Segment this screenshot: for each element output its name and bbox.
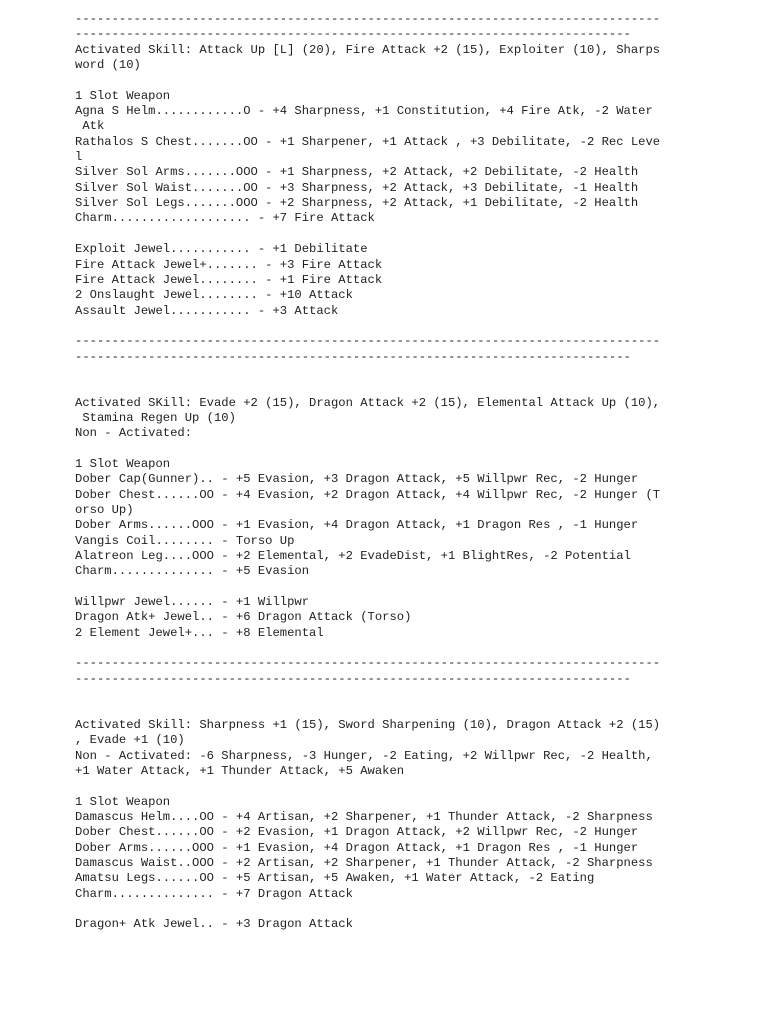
text-line: +1 Water Attack, +1 Thunder Attack, +5 Awaken	[75, 763, 405, 778]
text-line: Agna S Helm............O - +4 Sharpness, +1 Constitution, +4 Fire Atk, -2 Water	[75, 104, 653, 119]
text-line: Atk	[75, 119, 105, 134]
text-line: Dragon Atk+ Jewel.. - +6 Dragon Attack (Torso)	[75, 610, 412, 625]
text-line: Dober Cap(Gunner).. - +5 Evasion, +3 Dragon Attack, +5 Willpwr Rec, -2 Hunger	[75, 472, 639, 487]
blank-line	[75, 365, 675, 380]
text-line: Assault Jewel........... - +3 Attack	[75, 303, 339, 318]
text-line: 2 Element Jewel+... - +8 Elemental	[75, 625, 324, 640]
text-line: Exploit Jewel........... - +1 Debilitate	[75, 242, 368, 257]
blank-line	[75, 779, 675, 794]
separator-line: ----------------------------------------------------------------------------	[75, 27, 631, 42]
text-line: Amatsu Legs......OO - +5 Artisan, +5 Awaken, +1 Water Attack, -2 Eating	[75, 871, 595, 886]
text-line: Non - Activated: -6 Sharpness, -3 Hunger, -2 Eating, +2 Willpwr Rec, -2 Health,	[75, 748, 653, 763]
text-line: Activated SKill: Evade +2 (15), Dragon Attack +2 (15), Elemental Attack Up (10),	[75, 395, 661, 410]
text-line: Silver Sol Waist.......OO - +3 Sharpness, +2 Attack, +3 Debilitate, -1 Health	[75, 180, 639, 195]
blank-line	[75, 227, 675, 242]
text-line: Silver Sol Legs.......OOO - +2 Sharpness, +2 Attack, +1 Debilitate, -2 Health	[75, 196, 639, 211]
text-line: Dragon+ Atk Jewel.. - +3 Dragon Attack	[75, 917, 353, 932]
document-text	[75, 12, 675, 933]
blank-line	[75, 580, 675, 595]
text-line: Dober Arms......OOO - +1 Evasion, +4 Dragon Attack, +1 Dragon Res , -1 Hunger	[75, 840, 639, 855]
separator-line: --------------------------------------------------------------------------------	[75, 656, 661, 671]
text-line: 1 Slot Weapon	[75, 456, 171, 471]
text-line: Alatreon Leg....OOO - +2 Elemental, +2 EvadeDist, +1 BlightRes, -2 Potential	[75, 549, 631, 564]
text-line: Damascus Helm....OO - +4 Artisan, +2 Sharpener, +1 Thunder Attack, -2 Sharpness	[75, 809, 653, 824]
separator-line: ----------------------------------------------------------------------------	[75, 671, 631, 686]
blank-line	[75, 702, 675, 717]
text-line: Charm.............. - +5 Evasion	[75, 564, 310, 579]
text-line: Rathalos S Chest.......OO - +1 Sharpener, +1 Attack , +3 Debilitate, -2 Rec Leve	[75, 134, 661, 149]
text-line: , Evade +1 (10)	[75, 733, 185, 748]
text-line: 1 Slot Weapon	[75, 88, 171, 103]
text-line: Charm.............. - +7 Dragon Attack	[75, 886, 353, 901]
text-line: l	[75, 150, 83, 165]
text-line: 1 Slot Weapon	[75, 794, 171, 809]
text-line: 2 Onslaught Jewel........ - +10 Attack	[75, 288, 353, 303]
text-line: Dober Chest......OO - +2 Evasion, +1 Dragon Attack, +2 Willpwr Rec, -2 Hunger	[75, 825, 639, 840]
text-line: Dober Chest......OO - +4 Evasion, +2 Dragon Attack, +4 Willpwr Rec, -2 Hunger (T	[75, 487, 661, 502]
text-line: Vangis Coil........ - Torso Up	[75, 533, 295, 548]
text-line: Activated Skill: Attack Up [L] (20), Fire Attack +2 (15), Exploiter (10), Sharps	[75, 42, 661, 57]
blank-line	[75, 687, 675, 702]
blank-line	[75, 380, 675, 395]
text-line: Dober Arms......OOO - +1 Evasion, +4 Dragon Attack, +1 Dragon Res , -1 Hunger	[75, 518, 639, 533]
blank-line	[75, 902, 675, 917]
blank-line	[75, 73, 675, 88]
text-line: Damascus Waist..OOO - +2 Artisan, +2 Sharpener, +1 Thunder Attack, -2 Sharpness	[75, 855, 653, 870]
text-line: Non - Activated:	[75, 426, 193, 441]
blank-line	[75, 442, 675, 457]
text-line: Activated Skill: Sharpness +1 (15), Sword Sharpening (10), Dragon Attack +2 (15)	[75, 717, 661, 732]
text-line: orso Up)	[75, 503, 134, 517]
separator-line: ----------------------------------------------------------------------------	[75, 349, 631, 364]
text-line: word (10)	[75, 58, 141, 73]
blank-line	[75, 319, 675, 334]
text-line: Charm................... - +7 Fire Attack	[75, 211, 375, 226]
text-line: Stamina Regen Up (10)	[75, 410, 236, 425]
text-line: Fire Attack Jewel........ - +1 Fire Attack	[75, 272, 383, 287]
blank-line	[75, 641, 675, 656]
text-line: Silver Sol Arms.......OOO - +1 Sharpness, +2 Attack, +2 Debilitate, -2 Health	[75, 165, 639, 180]
text-line: Willpwr Jewel...... - +1 Willpwr	[75, 595, 310, 610]
separator-line: --------------------------------------------------------------------------------	[75, 12, 661, 26]
separator-line: --------------------------------------------------------------------------------	[75, 334, 661, 349]
text-line: Fire Attack Jewel+....... - +3 Fire Attack	[75, 257, 383, 272]
